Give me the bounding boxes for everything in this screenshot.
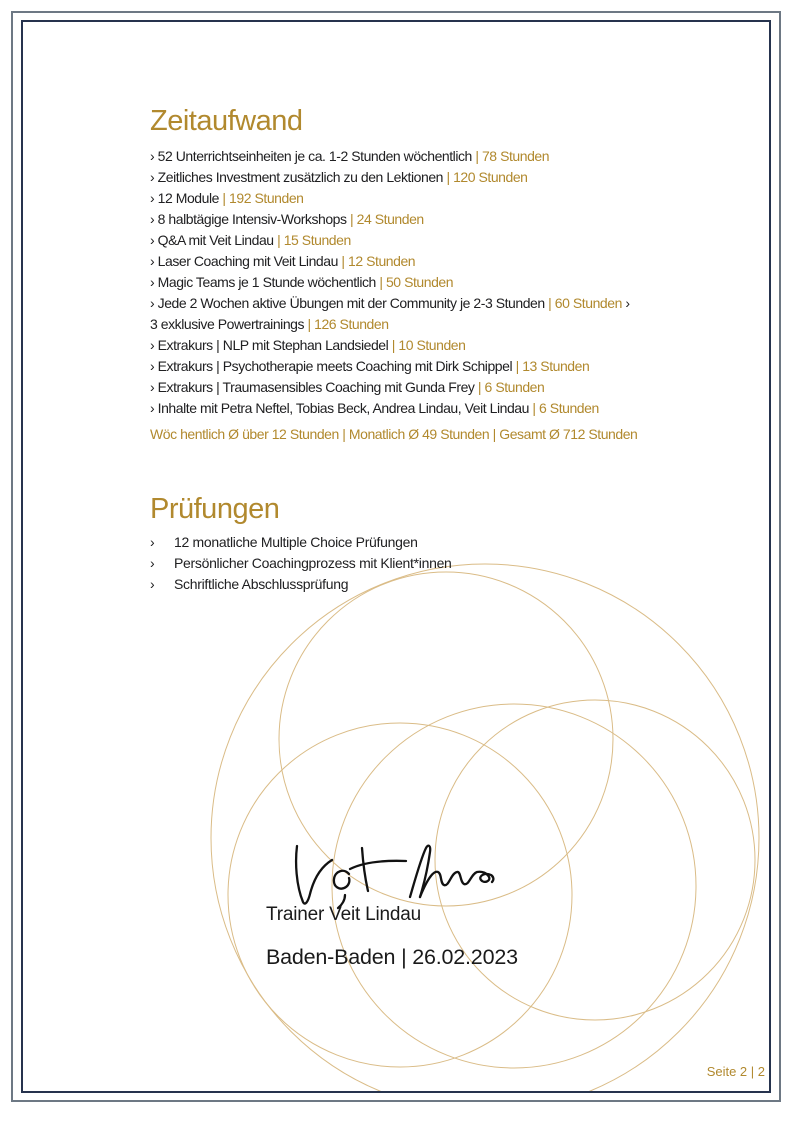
hours-value: | 78 Stunden <box>475 148 550 164</box>
item-text: › Extrakurs | Traumasensibles Coaching mit Gunda Frey <box>150 379 478 395</box>
section-title-zeitaufwand: Zeitaufwand <box>150 105 303 137</box>
place-and-date: Baden-Baden | 26.02.2023 <box>266 945 518 969</box>
hours-value: | 10 Stunden <box>391 337 466 353</box>
item-text: 3 exklusive Powertrainings <box>150 316 308 332</box>
hours-value: | 126 Stunden <box>307 316 389 332</box>
pruefungen-list <box>150 532 452 595</box>
hours-value: | 6 Stunden <box>532 400 599 416</box>
zeitaufwand-line <box>150 356 630 377</box>
zeitaufwand-line <box>150 251 630 272</box>
page-number: Seite 2 | 2 <box>706 1064 765 1079</box>
list-bullet: › <box>150 534 155 550</box>
hours-value: | 50 Stunden <box>379 274 454 290</box>
item-text: › 8 halbtägige Intensiv-Workshops <box>150 211 350 227</box>
zeitaufwand-line <box>150 188 630 209</box>
hours-value: | 6 Stunden <box>477 379 545 395</box>
trainer-name: Trainer Veit Lindau <box>266 904 421 925</box>
item-text: › 52 Unterrichtseinheiten je ca. 1-2 Stunden wöchentlich <box>150 148 476 164</box>
item-text: › Extrakurs | Psychotherapie meets Coaching mit Dirk Schippel <box>150 358 516 374</box>
hours-value: | 15 Stunden <box>277 232 351 248</box>
item-text: Persönlicher Coachingprozess mit Klient*innen <box>174 555 452 571</box>
item-text: › 12 Module <box>150 190 223 206</box>
zeitaufwand-line <box>150 293 630 314</box>
hours-value: | 60 Stunden <box>548 295 622 311</box>
item-text: › Zeitliches Investment zusätzlich zu den Lektionen <box>150 169 447 185</box>
zeitaufwand-line <box>150 209 630 230</box>
zeitaufwand-line <box>150 377 630 398</box>
hours-value: | 120 Stunden <box>446 169 528 185</box>
hours-value: | 24 Stunden <box>350 211 424 227</box>
hours-value: | 192 Stunden <box>222 190 304 206</box>
zeitaufwand-list <box>150 146 630 419</box>
list-bullet: › <box>150 555 155 571</box>
item-text: Schriftliche Abschlussprüfung <box>174 576 349 592</box>
hours-value: | 12 Stunden <box>341 253 416 269</box>
pruefungen-item <box>150 532 452 553</box>
zeitaufwand-line <box>150 146 630 167</box>
item-text: › Q&A mit Veit Lindau <box>150 232 278 248</box>
item-text: › <box>621 295 630 311</box>
item-text: › Inhalte mit Petra Neftel, Tobias Beck, Andrea Lindau, Veit Lindau <box>150 400 533 416</box>
item-text: › Magic Teams je 1 Stunde wöchentlich <box>150 274 380 290</box>
item-text: › Laser Coaching mit Veit Lindau <box>150 253 342 269</box>
zeitaufwand-line <box>150 398 630 419</box>
item-text: › Jede 2 Wochen aktive Übungen mit der Community je 2-3 Stunden <box>150 295 549 311</box>
zeitaufwand-line <box>150 335 630 356</box>
list-bullet: › <box>150 576 155 592</box>
zeitaufwand-summary: Wöc hentlich Ø über 12 Stunden | Monatlich Ø 49 Stunden | Gesamt Ø 712 Stunden <box>150 426 638 442</box>
pruefungen-item <box>150 574 452 595</box>
zeitaufwand-line <box>150 230 630 251</box>
zeitaufwand-line <box>150 272 630 293</box>
zeitaufwand-line <box>150 167 630 188</box>
item-text: 12 monatliche Multiple Choice Prüfungen <box>174 534 418 550</box>
section-title-pruefungen: Prüfungen <box>150 493 280 525</box>
item-text: › Extrakurs | NLP mit Stephan Landsiedel <box>150 337 392 353</box>
pruefungen-item <box>150 553 452 574</box>
hours-value: | 13 Stunden <box>515 358 590 374</box>
zeitaufwand-line <box>150 314 630 335</box>
